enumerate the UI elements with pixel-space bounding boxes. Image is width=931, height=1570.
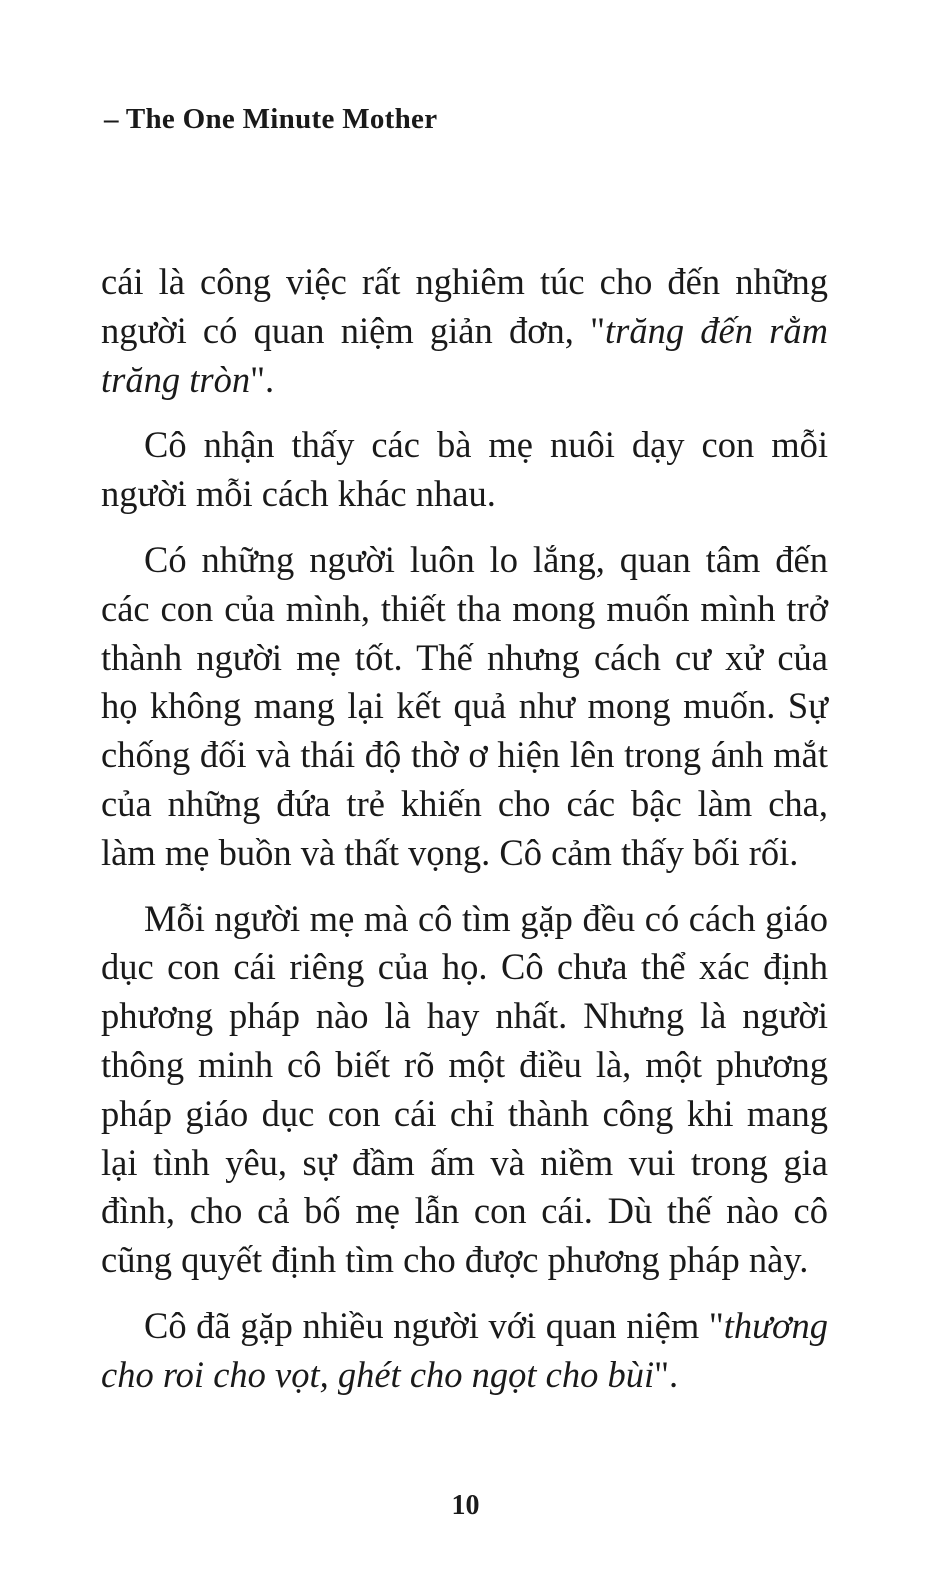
paragraph-5-italic-quote: thương cho roi cho vọt, ghét cho ngọt cho bùi	[101, 1304, 828, 1395]
paragraph-5-text: Cô đã gặp nhiều người với quan niệm "	[144, 1304, 724, 1346]
paragraph-1	[101, 258, 828, 404]
paragraph-1-end: ".	[250, 358, 275, 400]
running-header: – The One Minute Mother	[104, 103, 438, 135]
paragraph-4: Mỗi người mẹ mà cô tìm gặp đều có cách giáo dục con cái riêng của họ. Cô chưa thể xác định phương pháp nào là hay nhất. Nhưng là người thông minh cô biết rõ một điều là, một phương pháp giáo dục con cái chỉ thành công khi mang lại tình yêu, sự đầm ấm và niềm vui trong gia đình, cho cả bố mẹ lẫn con cái. Dù thế nào cô cũng quyết định tìm cho được phương pháp này.	[101, 897, 828, 1281]
paragraph-5	[101, 1302, 828, 1400]
page-number: 10	[451, 1490, 480, 1521]
body-text	[101, 258, 828, 1417]
paragraph-1-text: cái là công việc rất nghiêm túc cho đến những người có quan niệm giản đơn, "	[101, 261, 828, 351]
paragraph-3: Có những người luôn lo lắng, quan tâm đến các con của mình, thiết tha mong muốn mình trở thành người mẹ tốt. Thế nhưng cách cư xử của họ không mang lại kết quả như mong muốn. Sự chống đối và thái độ thờ ơ hiện lên trong ánh mắt của những đứa trẻ khiến cho các bậc làm cha, làm mẹ buồn và thất vọng. Cô cảm thấy bối rối.	[101, 538, 828, 873]
paragraph-2: Cô nhận thấy các bà mẹ nuôi dạy con mỗi người mỗi cách khác nhau.	[101, 424, 828, 515]
paragraph-5-end: ".	[654, 1353, 679, 1395]
paragraph-1-italic-quote: trăng đến rằm trăng tròn	[101, 309, 828, 400]
